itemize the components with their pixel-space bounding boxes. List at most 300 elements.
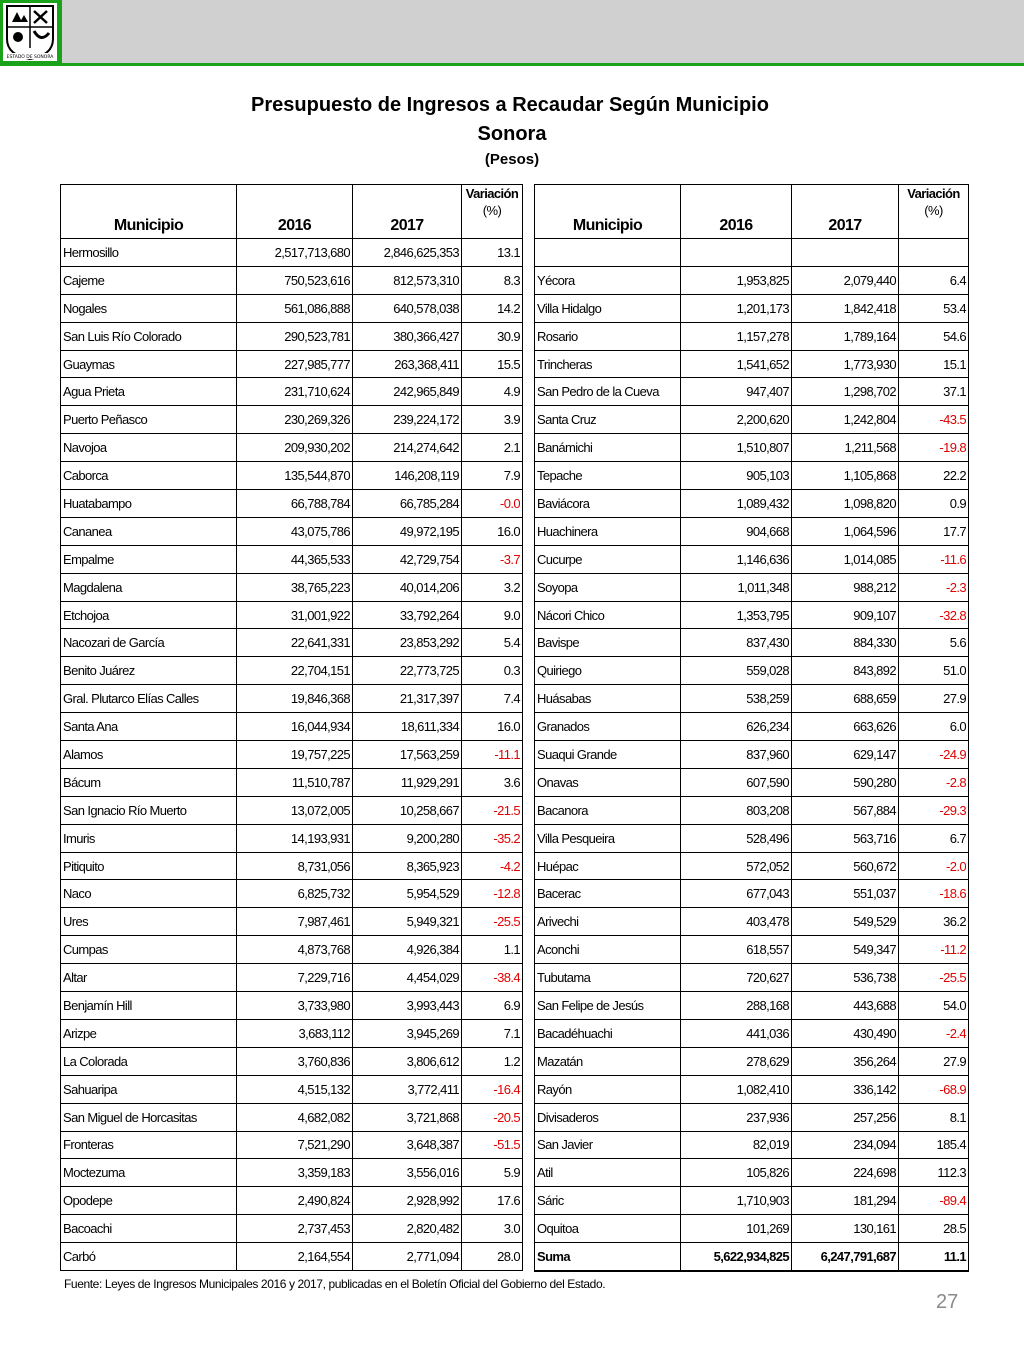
value-2016-cell: 19,757,225 xyxy=(237,741,353,769)
value-2017-cell: 3,993,443 xyxy=(353,992,462,1020)
municipio-cell: Benito Juárez xyxy=(61,657,237,685)
value-2017-cell: 3,772,411 xyxy=(353,1075,462,1103)
column-gap xyxy=(523,350,535,378)
municipio-cell: Imuris xyxy=(61,824,237,852)
variacion-cell-right: 54.6 xyxy=(899,322,969,350)
municipio-cell-right: Huásabas xyxy=(535,685,681,713)
variacion-cell-right: -2.0 xyxy=(899,852,969,880)
variacion-label-right: Variación xyxy=(907,186,960,201)
value-2017-cell-right: 224,698 xyxy=(792,1159,899,1187)
value-2016-cell-right: 403,478 xyxy=(681,908,792,936)
table-row xyxy=(61,490,969,518)
value-2016-cell-right: 720,627 xyxy=(681,964,792,992)
municipio-cell: Bacoachi xyxy=(61,1215,237,1243)
column-gap xyxy=(523,1075,535,1103)
value-2017-cell: 239,224,172 xyxy=(353,406,462,434)
value-2017-cell: 380,366,427 xyxy=(353,322,462,350)
value-2016-cell: 43,075,786 xyxy=(237,517,353,545)
variacion-cell-right: 0.9 xyxy=(899,490,969,518)
value-2017-cell-right: 549,347 xyxy=(792,936,899,964)
column-gap xyxy=(523,1187,535,1215)
value-2017-cell-right: 1,842,418 xyxy=(792,294,899,322)
value-2017-cell-right: 1,064,596 xyxy=(792,517,899,545)
variacion-cell-right: -2.3 xyxy=(899,573,969,601)
value-2017-cell: 42,729,754 xyxy=(353,545,462,573)
value-2016-cell-right: 803,208 xyxy=(681,796,792,824)
variacion-cell: 0.3 xyxy=(462,657,523,685)
municipio-cell: Nacozari de García xyxy=(61,629,237,657)
value-2016-cell: 561,086,888 xyxy=(237,294,353,322)
value-2017-cell-right: 629,147 xyxy=(792,741,899,769)
value-2017-cell: 812,573,310 xyxy=(353,266,462,294)
value-2016-cell: 7,987,461 xyxy=(237,908,353,936)
municipio-cell-right: Onavas xyxy=(535,768,681,796)
column-gap xyxy=(523,1103,535,1131)
column-gap xyxy=(523,545,535,573)
value-2016-cell: 2,490,824 xyxy=(237,1187,353,1215)
value-2016-cell: 31,001,922 xyxy=(237,601,353,629)
municipio-cell: Fronteras xyxy=(61,1131,237,1159)
variacion-cell-right: 37.1 xyxy=(899,378,969,406)
value-2016-cell-right: 1,710,903 xyxy=(681,1187,792,1215)
value-2016-cell: 19,846,368 xyxy=(237,685,353,713)
municipio-cell-right: Suma xyxy=(535,1243,681,1271)
variacion-cell-right: 36.2 xyxy=(899,908,969,936)
table-row xyxy=(61,1215,969,1243)
variacion-cell: 9.0 xyxy=(462,601,523,629)
column-gap xyxy=(523,434,535,462)
value-2016-cell-right: 1,510,807 xyxy=(681,434,792,462)
table-row xyxy=(61,768,969,796)
variacion-cell-right: -11.6 xyxy=(899,545,969,573)
value-2016-cell: 2,517,713,680 xyxy=(237,239,353,267)
table-row xyxy=(61,1187,969,1215)
value-2016-cell-right: 538,259 xyxy=(681,685,792,713)
value-2016-cell-right: 905,103 xyxy=(681,462,792,490)
value-2016-cell: 3,683,112 xyxy=(237,1019,353,1047)
column-gap xyxy=(523,517,535,545)
value-2016-cell-right: 559,028 xyxy=(681,657,792,685)
value-2017-cell: 33,792,264 xyxy=(353,601,462,629)
column-gap xyxy=(523,796,535,824)
column-gap xyxy=(523,852,535,880)
variacion-cell: -16.4 xyxy=(462,1075,523,1103)
variacion-cell: 3.6 xyxy=(462,768,523,796)
variacion-cell: -20.5 xyxy=(462,1103,523,1131)
variacion-cell-right: -24.9 xyxy=(899,741,969,769)
value-2016-cell-right: 607,590 xyxy=(681,768,792,796)
value-2017-cell-right: 988,212 xyxy=(792,573,899,601)
municipio-cell: Opodepe xyxy=(61,1187,237,1215)
municipio-cell: Gral. Plutarco Elías Calles xyxy=(61,685,237,713)
municipio-cell: Alamos xyxy=(61,741,237,769)
table-row xyxy=(61,378,969,406)
value-2016-cell-right: 618,557 xyxy=(681,936,792,964)
municipio-cell: Pitiquito xyxy=(61,852,237,880)
pct-label: (%) xyxy=(482,203,502,218)
col-header-2016-right: 2016 xyxy=(681,185,792,239)
column-gap xyxy=(523,378,535,406)
value-2017-cell-right: 430,490 xyxy=(792,1019,899,1047)
value-2016-cell-right: 677,043 xyxy=(681,880,792,908)
variacion-cell-right: 6.4 xyxy=(899,266,969,294)
source-note: Fuente: Leyes de Ingresos Municipales 2016 y 2017, publicadas en el Boletín Oficial del Gobierno del Estado. xyxy=(64,1277,606,1291)
column-gap xyxy=(523,880,535,908)
municipio-cell-right: Banámichi xyxy=(535,434,681,462)
municipio-cell: Puerto Peñasco xyxy=(61,406,237,434)
units-label: (Pesos) xyxy=(484,151,540,168)
variacion-cell: 28.0 xyxy=(462,1243,523,1271)
municipio-cell: Cananea xyxy=(61,517,237,545)
municipio-cell: La Colorada xyxy=(61,1047,237,1075)
value-2017-cell: 640,578,038 xyxy=(353,294,462,322)
variacion-cell: 6.9 xyxy=(462,992,523,1020)
variacion-cell: 3.0 xyxy=(462,1215,523,1243)
value-2017-cell-right: 1,014,085 xyxy=(792,545,899,573)
value-2016-cell-right: 82,019 xyxy=(681,1131,792,1159)
value-2017-cell-right: 560,672 xyxy=(792,852,899,880)
value-2016-cell: 227,985,777 xyxy=(237,350,353,378)
municipio-cell-right: Suaqui Grande xyxy=(535,741,681,769)
value-2016-cell-right: 278,629 xyxy=(681,1047,792,1075)
value-2016-cell: 44,365,533 xyxy=(237,545,353,573)
value-2017-cell: 3,556,016 xyxy=(353,1159,462,1187)
col-header-variacion-right xyxy=(899,185,969,239)
value-2016-cell: 13,072,005 xyxy=(237,796,353,824)
value-2016-cell-right: 947,407 xyxy=(681,378,792,406)
page-number: 27 xyxy=(936,1291,959,1313)
table-row xyxy=(61,936,969,964)
variacion-cell-right: 53.4 xyxy=(899,294,969,322)
variacion-cell-right: 6.0 xyxy=(899,713,969,741)
value-2017-cell-right: 536,738 xyxy=(792,964,899,992)
column-gap xyxy=(523,1215,535,1243)
variacion-cell-right: -2.8 xyxy=(899,768,969,796)
value-2017-cell: 2,846,625,353 xyxy=(353,239,462,267)
municipio-cell: Navojoa xyxy=(61,434,237,462)
municipio-cell-right: Soyopa xyxy=(535,573,681,601)
value-2016-cell-right: 5,622,934,825 xyxy=(681,1243,792,1271)
column-gap xyxy=(523,685,535,713)
table-row xyxy=(61,964,969,992)
value-2017-cell: 3,806,612 xyxy=(353,1047,462,1075)
municipio-cell-right: Atil xyxy=(535,1159,681,1187)
value-2016-cell-right: 237,936 xyxy=(681,1103,792,1131)
col-header-municipio-right: Municipio xyxy=(535,185,681,239)
value-2016-cell: 4,682,082 xyxy=(237,1103,353,1131)
value-2016-cell: 209,930,202 xyxy=(237,434,353,462)
variacion-cell-right: -11.2 xyxy=(899,936,969,964)
variacion-cell: -25.5 xyxy=(462,908,523,936)
municipio-cell-right: Quiriego xyxy=(535,657,681,685)
value-2017-cell-right: 336,142 xyxy=(792,1075,899,1103)
value-2017-cell-right: 234,094 xyxy=(792,1131,899,1159)
value-2016-cell: 14,193,931 xyxy=(237,824,353,852)
municipio-cell: Caborca xyxy=(61,462,237,490)
value-2017-cell: 242,965,849 xyxy=(353,378,462,406)
value-2017-cell-right: 551,037 xyxy=(792,880,899,908)
table-row xyxy=(61,294,969,322)
table-header-row xyxy=(61,185,969,239)
col-header-2017-right: 2017 xyxy=(792,185,899,239)
variacion-cell-right: -2.4 xyxy=(899,1019,969,1047)
value-2016-cell-right: 904,668 xyxy=(681,517,792,545)
variacion-cell: 7.9 xyxy=(462,462,523,490)
variacion-cell: 13.1 xyxy=(462,239,523,267)
municipio-cell: Altar xyxy=(61,964,237,992)
column-gap xyxy=(523,936,535,964)
table-row xyxy=(61,1243,969,1271)
column-gap xyxy=(523,908,535,936)
value-2017-cell: 3,721,868 xyxy=(353,1103,462,1131)
value-2017-cell-right: 130,161 xyxy=(792,1215,899,1243)
col-header-2016: 2016 xyxy=(237,185,353,239)
value-2016-cell-right: 1,541,652 xyxy=(681,350,792,378)
value-2017-cell-right: 1,098,820 xyxy=(792,490,899,518)
value-2016-cell: 22,641,331 xyxy=(237,629,353,657)
municipio-cell-right: San Felipe de Jesús xyxy=(535,992,681,1020)
municipio-cell: Empalme xyxy=(61,545,237,573)
value-2017-cell-right: 563,716 xyxy=(792,824,899,852)
value-2017-cell: 66,785,284 xyxy=(353,490,462,518)
column-gap xyxy=(523,322,535,350)
value-2016-cell: 231,710,624 xyxy=(237,378,353,406)
municipio-cell-right: Huépac xyxy=(535,852,681,880)
variacion-cell: 7.4 xyxy=(462,685,523,713)
value-2016-cell-right: 105,826 xyxy=(681,1159,792,1187)
municipio-cell-right: Villa Pesqueira xyxy=(535,824,681,852)
table-row xyxy=(61,350,969,378)
value-2016-cell-right: 2,200,620 xyxy=(681,406,792,434)
variacion-cell: -12.8 xyxy=(462,880,523,908)
variacion-cell: -51.5 xyxy=(462,1131,523,1159)
table-row xyxy=(61,796,969,824)
municipio-cell-right: Bavispe xyxy=(535,629,681,657)
value-2017-cell-right: 1,105,868 xyxy=(792,462,899,490)
municipio-cell-right: Divisaderos xyxy=(535,1103,681,1131)
value-2016-cell-right: 1,011,348 xyxy=(681,573,792,601)
value-2017-cell-right: 181,294 xyxy=(792,1187,899,1215)
value-2016-cell-right: 1,082,410 xyxy=(681,1075,792,1103)
column-gap xyxy=(523,1019,535,1047)
municipio-cell: Bácum xyxy=(61,768,237,796)
column-gap xyxy=(523,601,535,629)
variacion-cell-right: 5.6 xyxy=(899,629,969,657)
column-gap xyxy=(523,1131,535,1159)
value-2016-cell: 2,164,554 xyxy=(237,1243,353,1271)
value-2017-cell: 3,945,269 xyxy=(353,1019,462,1047)
municipio-cell: Naco xyxy=(61,880,237,908)
variacion-cell: 8.3 xyxy=(462,266,523,294)
value-2017-cell: 8,365,923 xyxy=(353,852,462,880)
table-row xyxy=(61,992,969,1020)
table-row xyxy=(61,545,969,573)
table-row xyxy=(61,824,969,852)
variacion-cell-right: -19.8 xyxy=(899,434,969,462)
variacion-cell: 16.0 xyxy=(462,517,523,545)
municipio-cell-right: Baviácora xyxy=(535,490,681,518)
value-2016-cell: 11,510,787 xyxy=(237,768,353,796)
municipio-cell-right: Sáric xyxy=(535,1187,681,1215)
municipio-cell-right: Tubutama xyxy=(535,964,681,992)
variacion-cell-right: -43.5 xyxy=(899,406,969,434)
variacion-cell: 15.5 xyxy=(462,350,523,378)
column-gap xyxy=(523,964,535,992)
variacion-cell-right: -32.8 xyxy=(899,601,969,629)
table-row xyxy=(61,685,969,713)
value-2016-cell-right: 1,201,173 xyxy=(681,294,792,322)
table-row xyxy=(61,462,969,490)
table-row xyxy=(61,1047,969,1075)
column-gap xyxy=(523,629,535,657)
value-2017-cell-right: 549,529 xyxy=(792,908,899,936)
variacion-cell: 1.1 xyxy=(462,936,523,964)
variacion-cell-right: 15.1 xyxy=(899,350,969,378)
municipio-cell-right: Cucurpe xyxy=(535,545,681,573)
column-gap xyxy=(523,741,535,769)
variacion-cell-right: -89.4 xyxy=(899,1187,969,1215)
column-gap xyxy=(523,1243,535,1271)
municipio-cell: Moctezuma xyxy=(61,1159,237,1187)
value-2017-cell: 2,928,992 xyxy=(353,1187,462,1215)
value-2017-cell-right xyxy=(792,239,899,267)
municipio-cell: Hermosillo xyxy=(61,239,237,267)
municipio-cell-right: San Pedro de la Cueva xyxy=(535,378,681,406)
variacion-cell: -35.2 xyxy=(462,824,523,852)
municipio-cell-right: Rayón xyxy=(535,1075,681,1103)
variacion-cell-right: 28.5 xyxy=(899,1215,969,1243)
table-row xyxy=(61,239,969,267)
table-row xyxy=(61,852,969,880)
variacion-cell: -11.1 xyxy=(462,741,523,769)
municipio-cell-right: Rosario xyxy=(535,322,681,350)
value-2017-cell: 146,208,119 xyxy=(353,462,462,490)
value-2016-cell: 8,731,056 xyxy=(237,852,353,880)
municipio-cell: San Luis Río Colorado xyxy=(61,322,237,350)
value-2017-cell-right: 1,242,804 xyxy=(792,406,899,434)
table-row xyxy=(61,713,969,741)
value-2017-cell-right: 1,211,568 xyxy=(792,434,899,462)
col-header-municipio: Municipio xyxy=(61,185,237,239)
variacion-cell: 4.9 xyxy=(462,378,523,406)
variacion-cell: 2.1 xyxy=(462,434,523,462)
variacion-cell: 3.2 xyxy=(462,573,523,601)
table-row xyxy=(61,434,969,462)
column-gap xyxy=(523,1159,535,1187)
municipio-cell-right: Santa Cruz xyxy=(535,406,681,434)
variacion-cell-right: 27.9 xyxy=(899,1047,969,1075)
value-2017-cell: 23,853,292 xyxy=(353,629,462,657)
value-2016-cell-right: 1,953,825 xyxy=(681,266,792,294)
column-gap xyxy=(523,713,535,741)
value-2016-cell: 750,523,616 xyxy=(237,266,353,294)
municipio-cell: Cumpas xyxy=(61,936,237,964)
variacion-cell: -3.7 xyxy=(462,545,523,573)
table-row xyxy=(61,741,969,769)
value-2016-cell: 3,733,980 xyxy=(237,992,353,1020)
value-2016-cell: 66,788,784 xyxy=(237,490,353,518)
logo-frame xyxy=(0,0,62,66)
table-row xyxy=(61,657,969,685)
value-2017-cell-right: 443,688 xyxy=(792,992,899,1020)
column-gap xyxy=(523,573,535,601)
value-2016-cell: 38,765,223 xyxy=(237,573,353,601)
table-row xyxy=(61,601,969,629)
table-row xyxy=(61,322,969,350)
table-row xyxy=(61,406,969,434)
column-gap xyxy=(523,1047,535,1075)
municipio-cell: Huatabampo xyxy=(61,490,237,518)
value-2017-cell-right: 6,247,791,687 xyxy=(792,1243,899,1271)
green-divider xyxy=(0,63,1024,66)
variacion-cell: -0.0 xyxy=(462,490,523,518)
value-2016-cell-right: 837,960 xyxy=(681,741,792,769)
municipio-cell-right: Arivechi xyxy=(535,908,681,936)
municipio-cell-right: Granados xyxy=(535,713,681,741)
table-row xyxy=(61,1075,969,1103)
variacion-cell-right: 112.3 xyxy=(899,1159,969,1187)
variacion-cell-right: -29.3 xyxy=(899,796,969,824)
pct-label-right: (%) xyxy=(924,203,943,218)
column-gap xyxy=(523,462,535,490)
value-2017-cell: 2,771,094 xyxy=(353,1243,462,1271)
value-2016-cell: 2,737,453 xyxy=(237,1215,353,1243)
municipio-cell-right: Mazatán xyxy=(535,1047,681,1075)
variacion-cell: 17.6 xyxy=(462,1187,523,1215)
value-2016-cell: 16,044,934 xyxy=(237,713,353,741)
table-row xyxy=(61,573,969,601)
column-gap xyxy=(523,768,535,796)
municipio-cell-right: San Javier xyxy=(535,1131,681,1159)
variacion-cell-right: 27.9 xyxy=(899,685,969,713)
variacion-cell-right: 8.1 xyxy=(899,1103,969,1131)
variacion-cell-right: 22.2 xyxy=(899,462,969,490)
value-2016-cell-right: 1,157,278 xyxy=(681,322,792,350)
municipio-cell: Agua Prieta xyxy=(61,378,237,406)
value-2017-cell: 40,014,206 xyxy=(353,573,462,601)
table-row xyxy=(61,517,969,545)
table-row xyxy=(61,1159,969,1187)
municipio-cell-right: Bacadéhuachi xyxy=(535,1019,681,1047)
value-2017-cell-right: 590,280 xyxy=(792,768,899,796)
value-2016-cell-right: 528,496 xyxy=(681,824,792,852)
variacion-cell-right: 185.4 xyxy=(899,1131,969,1159)
value-2016-cell: 3,760,836 xyxy=(237,1047,353,1075)
value-2016-cell: 290,523,781 xyxy=(237,322,353,350)
value-2017-cell: 49,972,195 xyxy=(353,517,462,545)
column-gap xyxy=(523,992,535,1020)
municipio-cell-right: Nácori Chico xyxy=(535,601,681,629)
column-gap xyxy=(523,294,535,322)
municipio-cell-right: Bacerac xyxy=(535,880,681,908)
municipio-cell-right xyxy=(535,239,681,267)
variacion-label: Variación xyxy=(465,186,519,201)
table-row xyxy=(61,629,969,657)
municipio-cell: Nogales xyxy=(61,294,237,322)
value-2016-cell-right: 288,168 xyxy=(681,992,792,1020)
municipio-cell: Etchojoa xyxy=(61,601,237,629)
value-2016-cell-right: 626,234 xyxy=(681,713,792,741)
column-gap xyxy=(523,490,535,518)
variacion-cell: 1.2 xyxy=(462,1047,523,1075)
variacion-cell-right: 51.0 xyxy=(899,657,969,685)
value-2017-cell: 5,949,321 xyxy=(353,908,462,936)
variacion-cell-right: -68.9 xyxy=(899,1075,969,1103)
value-2016-cell: 7,521,290 xyxy=(237,1131,353,1159)
value-2017-cell-right: 663,626 xyxy=(792,713,899,741)
value-2016-cell: 4,515,132 xyxy=(237,1075,353,1103)
column-gap xyxy=(523,657,535,685)
